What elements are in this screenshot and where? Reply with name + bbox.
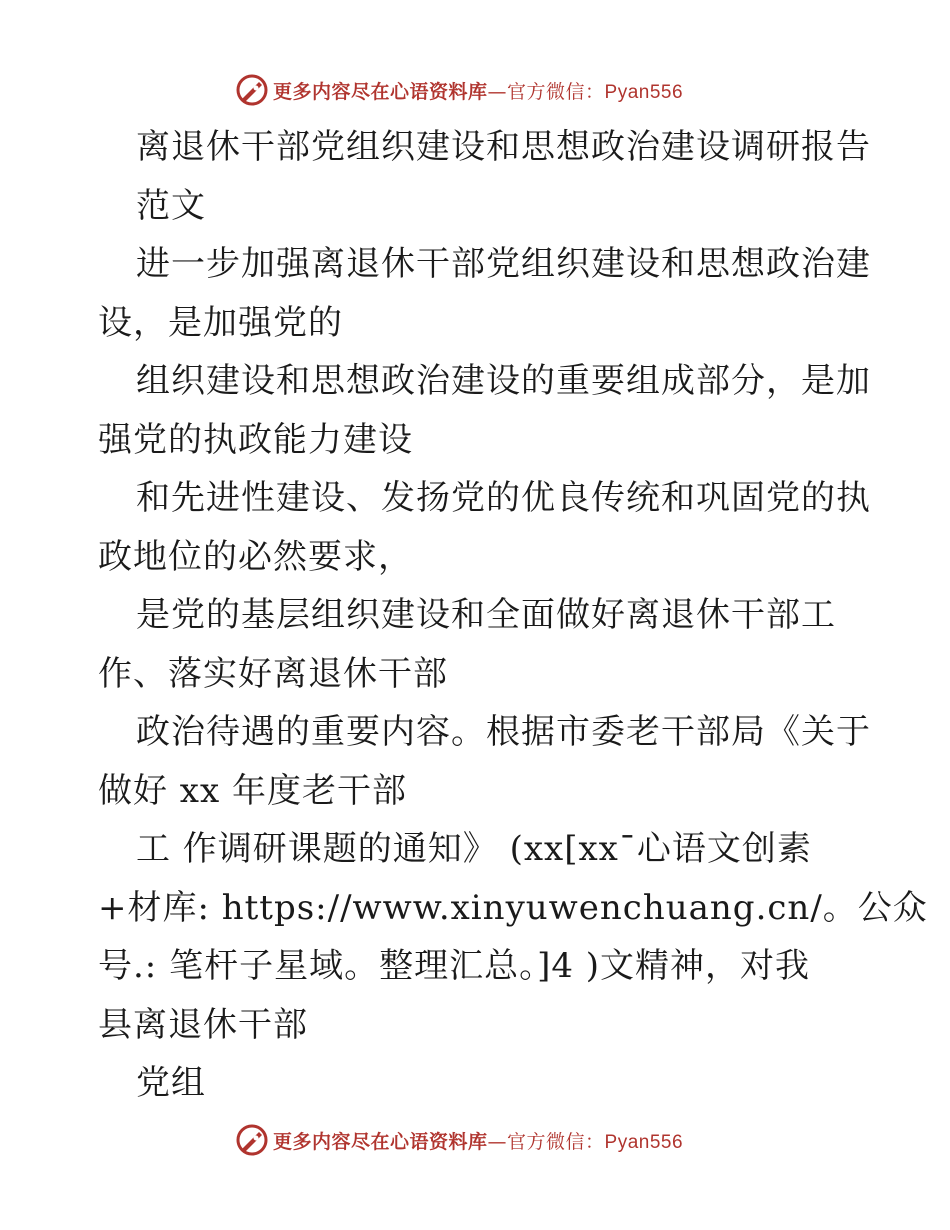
paragraph-line: 进一步加强离退休干部党组织建设和思想政治建 — [136, 244, 871, 284]
header-banner-text — [273, 77, 683, 104]
footer-banner-official: —官方微信： — [487, 1130, 605, 1153]
paragraph-line: +材库: https://www.xinyuwenchuang.cn/。公众 — [98, 887, 928, 928]
paragraph-line: 党组 — [136, 1063, 206, 1103]
paragraph-line: 政地位的必然要求， — [98, 536, 413, 577]
paragraph-line: 和先进性建设、发扬党的优良传统和巩固党的执 — [136, 478, 871, 518]
paragraph-line: 县离退休干部 — [98, 1004, 308, 1045]
pen-nib-logo-icon — [235, 73, 269, 107]
paragraph-line: 工 作调研课题的通知》 (xx[xx¯心语文创素 — [136, 829, 812, 869]
footer-banner-lead: 更多内容尽在心语资料库 — [273, 1130, 488, 1153]
header-banner-handle: Pyan556 — [604, 81, 684, 103]
header-banner-lead: 更多内容尽在心语资料库 — [273, 80, 488, 103]
paragraph-line: 设，是加强党的 — [98, 302, 343, 343]
paragraph-line: 组织建设和思想政治建设的重要组成部分，是加 — [136, 361, 871, 401]
header-banner-official: —官方微信： — [487, 80, 605, 103]
document-body — [98, 118, 928, 1113]
paragraph-line: 做好 xx 年度老干部 — [98, 770, 407, 811]
footer-banner-text — [273, 1127, 683, 1154]
header-banner — [235, 72, 683, 108]
paragraph-line: 政治待遇的重要内容。根据市委老干部局《关于 — [136, 712, 871, 752]
paragraph-line: 号.: 笔杆子星域。整理汇总。]4 )文精神，对我 — [98, 946, 811, 986]
title-line-1: 离退休干部党组织建设和思想政治建设调研报告 — [136, 127, 871, 167]
paragraph-line: 作、落实好离退休干部 — [98, 653, 448, 694]
paragraph-line: 是党的基层组织建设和全面做好离退休干部工 — [136, 595, 836, 635]
paragraph-line: 强党的执政能力建设 — [98, 419, 413, 460]
footer-banner — [235, 1122, 683, 1158]
pen-nib-logo-icon — [235, 1123, 269, 1157]
footer-banner-handle: Pyan556 — [604, 1131, 684, 1153]
title-line-2: 范文 — [136, 185, 206, 226]
